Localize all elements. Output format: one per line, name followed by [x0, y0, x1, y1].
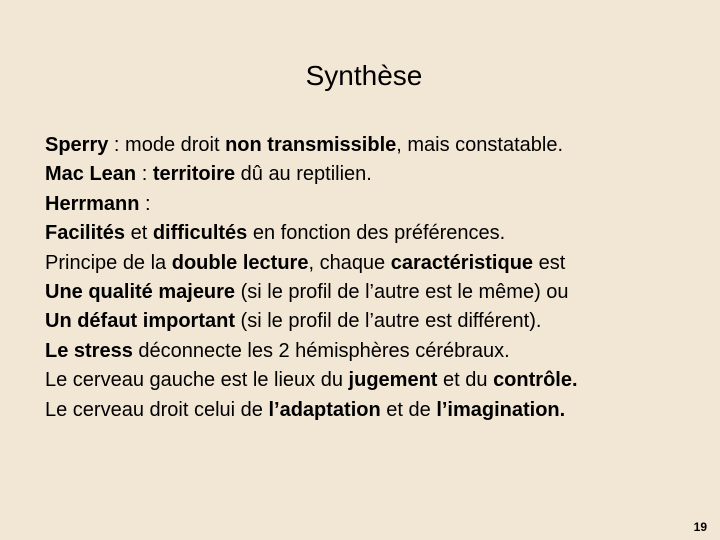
text-segment: Le cerveau gauche est le lieux du	[45, 369, 349, 392]
body-line	[45, 249, 715, 278]
text-segment: , mais constatable.	[396, 134, 563, 156]
body-line	[45, 396, 715, 425]
bold-text: contrôle.	[493, 369, 578, 392]
text-segment: et de	[380, 398, 437, 421]
bold-text: jugement	[348, 369, 438, 392]
bold-text: l’imagination.	[436, 398, 566, 421]
text-segment: en fonction des préférences.	[247, 222, 506, 245]
bold-text: Sperry	[45, 134, 109, 156]
bold-text: Le stress	[45, 339, 133, 362]
text-segment: dû au reptilien.	[235, 163, 372, 186]
text-segment: est	[533, 251, 566, 274]
body-line	[45, 278, 715, 307]
text-segment: Le cerveau droit celui de	[45, 398, 269, 421]
bold-text: Facilités	[45, 222, 126, 245]
bold-text: difficultés	[152, 222, 248, 245]
text-segment: Principe de la	[45, 251, 172, 274]
body-line	[45, 337, 715, 366]
body-line	[45, 160, 715, 189]
bold-text: Un défaut important	[45, 310, 235, 333]
text-segment: et du	[437, 369, 494, 392]
bold-text: territoire	[152, 163, 236, 186]
bold-text: non transmissible	[225, 134, 397, 156]
body-line	[45, 131, 715, 160]
bold-text: Herrmann	[45, 192, 140, 215]
text-segment: :	[139, 192, 151, 215]
text-segment: : mode droit	[108, 134, 226, 156]
text-segment: :	[136, 163, 153, 186]
body-line	[45, 366, 715, 395]
bold-text: double lecture	[171, 251, 309, 274]
bold-text: Mac Lean	[45, 163, 137, 186]
text-segment: (si le profil de l’autre est différent).	[235, 310, 542, 333]
bold-text: Une qualité majeure	[45, 281, 236, 304]
slide-body	[45, 131, 715, 425]
text-segment: déconnecte les 2 hémisphères cérébraux.	[132, 339, 510, 362]
bold-text: l’adaptation	[268, 398, 381, 421]
body-line	[45, 219, 715, 248]
bold-text: caractéristique	[390, 251, 534, 274]
text-segment: , chaque	[308, 251, 391, 274]
text-segment: (si le profil de l’autre est le même) ou	[235, 281, 569, 304]
page-number: 19	[693, 520, 707, 534]
body-line	[45, 190, 715, 219]
slide-title: Synthèse	[305, 60, 423, 91]
text-segment: et	[125, 222, 153, 245]
body-line	[45, 307, 715, 336]
